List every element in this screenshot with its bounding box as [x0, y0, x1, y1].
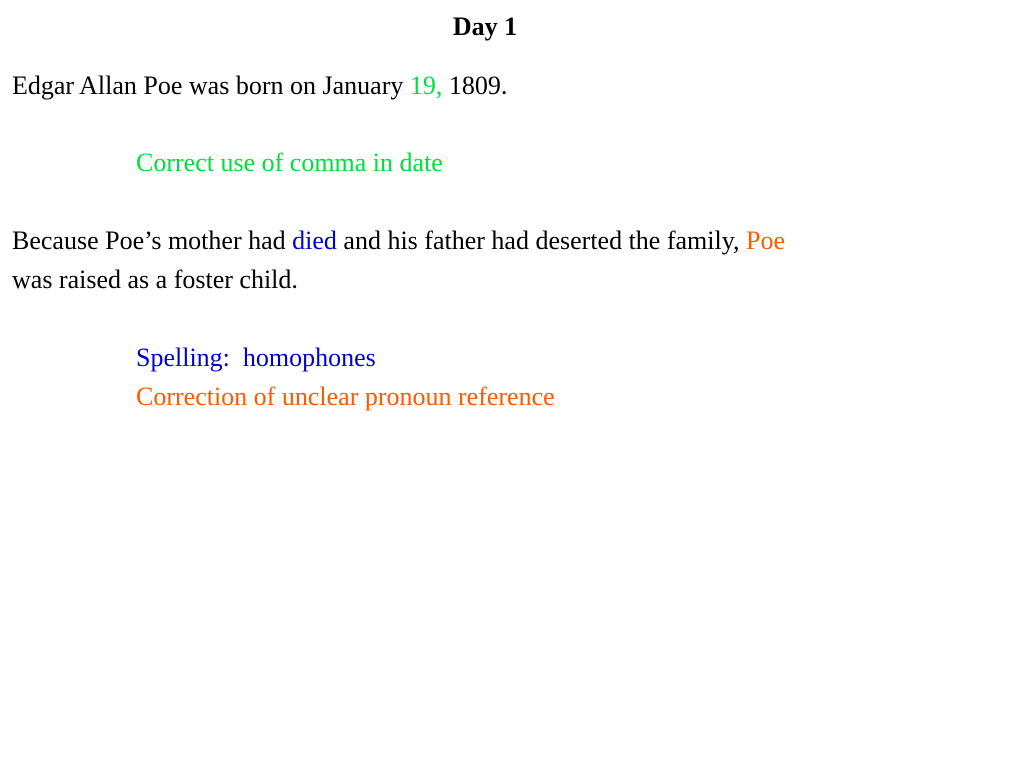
note-spelling: Spelling: homophones	[136, 343, 376, 372]
sentence-foster-line2: was raised as a foster child.	[12, 265, 298, 294]
sentence-birth	[12, 67, 507, 105]
date-comma-highlight: 19,	[409, 71, 443, 100]
sentence-birth-year: 1809.	[442, 71, 508, 100]
slide-title: Day 1	[452, 12, 518, 41]
note-comma-date: Correct use of comma in date	[136, 148, 443, 177]
sentence-foster-part1: Because Poe’s mother had	[12, 226, 293, 255]
note-pronoun: Correction of unclear pronoun reference	[136, 382, 555, 411]
poe-highlight: Poe	[746, 226, 786, 255]
sentence-birth-text: Edgar Allan Poe was born on January	[12, 71, 410, 100]
sentence-foster-line1	[12, 222, 785, 260]
sentence-foster-part2: and his father had deserted the family,	[336, 226, 747, 255]
died-highlight: died	[292, 226, 337, 255]
